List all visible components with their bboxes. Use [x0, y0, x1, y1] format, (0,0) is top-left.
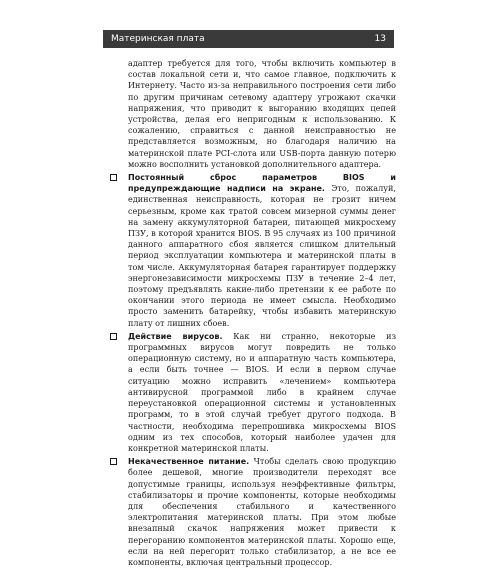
- list-item-title: Некачественное питание.: [128, 457, 250, 467]
- checkbox-bullet-icon: [110, 174, 117, 181]
- list-item-title: Действие вирусов.: [128, 331, 223, 341]
- intro-paragraph: адаптер требуется для того, чтобы включить компьютер в состав локальной сети и, что самое главное, подключить к Интернету. Часто из-за неправильного построения сети либо по другим причинам сетевому адаптеру угрожают скачки напряжения, что приводит к выгоранию входящих цепей устройства, делая его непригодным к использованию. К сожалению, справиться с данной неисправностью не представляется возможным, но благодаря наличию на материнской плате PCI-слота или USB-порта данную потерю можно восполнить установкой дополнительного адаптера.: [128, 58, 396, 169]
- list-item-text: Это, пожалуй, единственная неисправность, которая не грозит ничем серьезным, кроме как тратой совсем мизерной суммы денег на замену аккумуляторной батареи, питающей микросхему ПЗУ, в которой хранится BIOS. В 95 случаях из 100 причиной данного аппаратного сбоя является слишком длительный период эксплуатации компьютера и материнской платы в том числе. Аккумуляторная батарея гарантирует поддержку энергонезависимости микросхемы ПЗУ в течение 2–4 лет, поэтому предъявлять какие-либо претензии к ее работе по окончании этого периода не имеет смысла. Необходимо просто заменить батарейку, чтобы избавить материнскую плату от лишних сбоев.: [128, 183, 397, 328]
- page-body: [106, 58, 396, 568]
- list-item-power: [106, 456, 396, 568]
- list-item-bios-reset: [106, 172, 396, 329]
- list-item-title: Постоянный сброс параметров BIOS и предупреждающие надписи на экране.: [128, 173, 396, 194]
- checkbox-bullet-icon: [110, 458, 117, 465]
- checkbox-bullet-icon: [110, 333, 117, 340]
- chapter-title: Материнская плата: [111, 34, 205, 44]
- list-item-text: Как ни странно, некоторые из программных вирусов могут повредить не только операционную систему, но и аппаратную часть компьютера, а если быть точнее — BIOS. И если в первом случае ситуацию можно исправить «лечением» компьютера антивирусной программой либо в крайнем случае переустановкой операционной системы и установленных программ, то в этой случай требует другого подхода. В частности, необходима перепрошивка микросхемы BIOS одним из тех способов, который наиболее удачен для конкретной материнской платы.: [128, 330, 396, 453]
- running-header: [103, 30, 394, 48]
- list-item-viruses: [106, 331, 396, 454]
- list-item-text: Чтобы сделать свою продукцию более дешевой, многие производители переходят все допустимые границы, используя неэффективные фильтры, стабилизаторы и прочие компоненты, которые необходимы для обеспечения стабильного и качественного электропитания материнской платы. При этом любые внезапный скачок напряжения может привести к перегоранию компонентов материнской платы. Хорошо еще, если на ней перегорит только стабилизатор, а не все ее компоненты, включая центральный процессор.: [128, 456, 396, 567]
- page-number: 13: [374, 34, 386, 44]
